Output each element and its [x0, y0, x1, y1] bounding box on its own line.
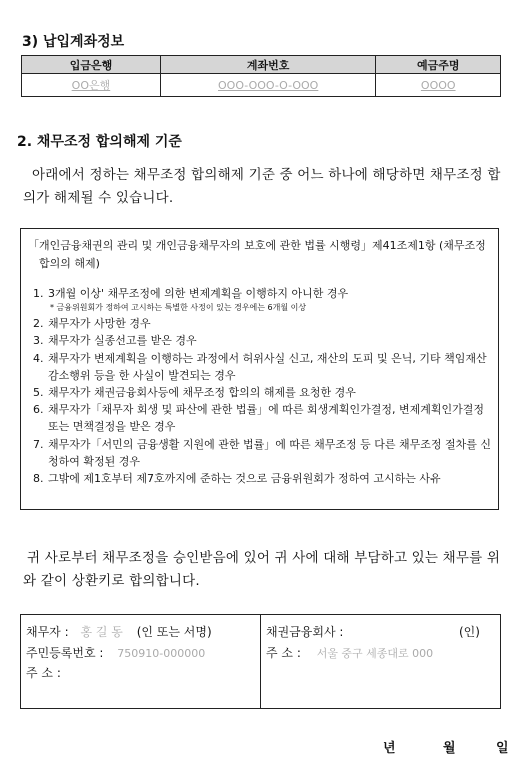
creditor-address-label: 주 소 : [266, 646, 301, 660]
list-item: 4. 채무자가 변제계획을 이행하는 과정에서 허위사실 신고, 재산의 도피 및 은닉, 기타 책임재산 감소행위 등을 한 사실이 발견되는 경우 [33, 351, 487, 382]
criteria-list [33, 285, 493, 487]
account-number-value: OOO-OOO-O-OOO [160, 74, 376, 97]
criteria-intro-paragraph: 아래에서 정하는 채무조정 합의해제 기준 중 어느 하나에 해당하면 채무조정 합의가 해제될 수 있습니다. [23, 167, 501, 206]
creditor-address-row [266, 644, 433, 661]
debtor-label: 채무자 : [26, 625, 69, 639]
debtor-address-label: 주 소 : [26, 666, 61, 680]
debtor-sign-placeholder: (인 또는 서명) [136, 625, 212, 639]
account-holder-value: OOOO [376, 74, 501, 97]
agreement-paragraph: 귀 사로부터 채무조정을 승인받음에 있어 귀 사에 대해 부담하고 있는 채무를 위와 같이 상환키로 합의합니다. [23, 550, 501, 589]
payment-account-table [21, 55, 501, 97]
list-item: 7. 채무자가「서민의 금융생활 지원에 관한 법률」에 따른 채무조정 등 다른 채무조정 절차를 신청하여 확정된 경우 [33, 437, 491, 468]
law-reference-heading [28, 237, 494, 273]
creditor-section [261, 615, 500, 708]
rrn-row [26, 644, 205, 661]
rrn-value: 750910-000000 [117, 647, 206, 660]
law-reference-line1: 「개인금융채권의 관리 및 개인금융채무자의 보호에 관한 법률 시행령」제41조제1항 (채무조정 [28, 239, 486, 252]
header-bank: 입금은행 [22, 56, 161, 74]
list-item: 8. 그밖에 제1호부터 제7호까지에 준하는 것으로 금융위원회가 정하여 고시하는 사유 [33, 472, 441, 486]
rrn-label: 주민등록번호 : [26, 646, 104, 660]
section-2-title: 2. 채무조정 합의해제 기준 [17, 134, 182, 150]
header-account-holder: 예금주명 [376, 56, 501, 74]
signature-box [20, 614, 501, 709]
bank-value: OO은행 [22, 74, 161, 97]
date-day-label: 일 [496, 741, 509, 756]
debtor-row [26, 623, 212, 640]
creditor-seal: (인) [459, 625, 480, 639]
list-item: 5. 채무자가 채권금융회사등에 채무조정 합의의 해제를 요청한 경우 [33, 386, 356, 400]
list-item: 2. 채무자가 사망한 경우 [33, 317, 151, 331]
creditor-address-value: 서울 중구 세종대로 000 [316, 647, 434, 660]
section-3-title: 3) 납입계좌정보 [22, 34, 125, 50]
debtor-section [21, 615, 261, 708]
list-item: 1. 3개월 이상' 채무조정에 의한 변제계획을 이행하지 아니한 경우 [33, 287, 349, 300]
law-reference-line2: 합의의 해제) [39, 257, 100, 270]
date-month-label: 월 [443, 741, 456, 756]
header-account-number: 계좌번호 [160, 56, 376, 74]
list-item: 3. 채무자가 실종선고를 받은 경우 [33, 334, 197, 348]
list-item: 6. 채무자가「채무자 회생 및 파산에 관한 법률」에 따른 회생계획인가결정, 변제계획인가결정 또는 면책결정을 받은 경우 [33, 403, 485, 434]
criteria-box [20, 228, 499, 510]
date-year-label: 년 [383, 741, 396, 756]
creditor-row [266, 623, 343, 640]
debtor-address-row [26, 664, 61, 681]
creditor-label: 채권금융회사 : [266, 625, 344, 639]
debtor-name: 홍 길 동 [80, 625, 123, 639]
footnote: * 금융위원회가 정하여 고시하는 특별한 사정이 있는 경우에는 6개월 이상 [50, 303, 307, 313]
